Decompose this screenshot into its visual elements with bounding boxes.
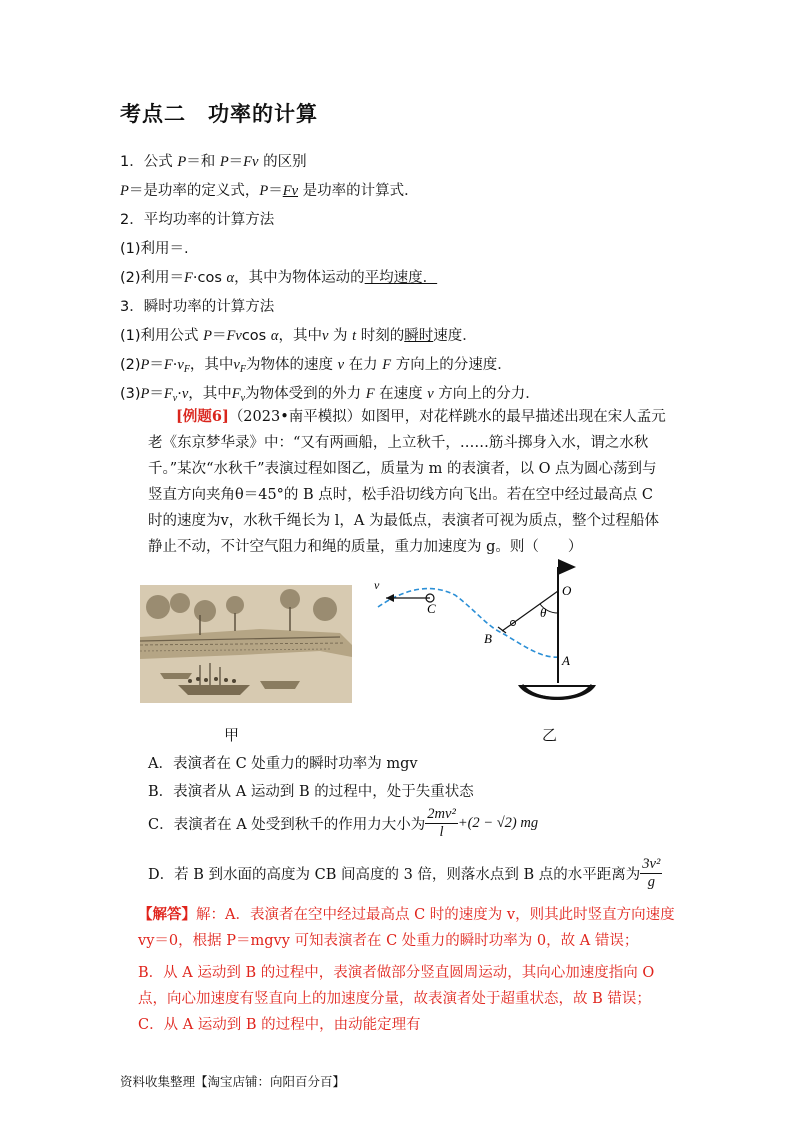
swing-diagram-svg [370, 555, 610, 730]
answer-part-a: 【解答】解：A．表演者在空中经过最高点 C 时的速度为 v，则其此时竖直方向速度 vy＝0，根据 P＝mgvy 可知表演者在 C 处重力的瞬时功率为 0，故 A 错误； [138, 906, 675, 949]
rope [502, 591, 558, 631]
answer-part-c: C．从 A 运动到 B 的过程中，由动能定理有 [138, 1017, 421, 1033]
option-c-fraction: $\frac{\text{2mv²}}{l}$ [427, 806, 456, 840]
label-yi: 乙 [542, 726, 558, 744]
section1-text: P＝是功率的定义式，P＝Fv 是功率的计算式． [120, 183, 419, 199]
section3-heading: 3．瞬时功率的计算方法 [120, 299, 275, 315]
example-question: [例题6]（2023•南平模拟）如图甲，对花样跳水的最早描述出现在宋人孟元老《东京梦华录》中：“又有两画船，上立秋千，……筋斗掷身入水，谓之水秋千。”某次“水秋千”表演过程如图乙，质量为 m 的表演者，以 O 点为圆心荡到与竖直方向夹角θ＝45°的 B 点时，松手沿切线方向飞出。若在空中经过最高点 C 时的速度为v，水秋千绳长为 l，A 为最低点，表演者可视为质点，整个过程船体静止不动，不计空气阻力和绳的质量，重力加速度为 g。则（ ） [148, 408, 666, 555]
option-b: B．表演者从 A 运动到 B 的过程中，处于失重状态 [148, 784, 474, 800]
option-c: C．表演者在 A 处受到秋千的作用力大小为 $\frac{\text{2mv²}}{l}$ +(2 − √2) mg [148, 806, 539, 840]
painting-image [140, 585, 352, 703]
label-b: B [484, 631, 492, 646]
section2-heading: 2．平均功率的计算方法 [120, 212, 275, 228]
section3-item1: (1)利用公式 P＝Fvcos α，其中v 为 t 时刻的瞬时速度． [120, 328, 477, 344]
option-a: A．表演者在 C 处重力的瞬时功率为 mgv [148, 756, 418, 772]
label-o: O [562, 583, 572, 598]
answer-part-b: B．从 A 运动到 B 的过程中，表演者做部分竖直圆周运动，其向心加速度指向 O 点，向心加速度有竖直向上的加速度分量，故表演者处于超重状态，故 B 错误； [138, 965, 655, 1007]
example-tag: [例题6] [176, 408, 229, 425]
section1-heading: 1．公式 P＝和 P＝Fv 的区别 [120, 154, 307, 170]
swing-diagram [370, 555, 610, 730]
option-d: D．若 B 到水面的高度为 CB 间高度的 3 倍，则落水点到 B 点的水平距离为 $\frac{\text{3v²}}{g}$ [148, 856, 661, 890]
option-d-fraction: $\frac{\text{3v²}}{g}$ [642, 856, 661, 890]
label-jia: 甲 [224, 726, 240, 744]
section3-item3: $(3)P=F_v\cdot v$，其中$F_v$为物体受到的外力 F 在速度 v 方向上的分力． [120, 386, 540, 404]
trajectory-path [378, 589, 560, 658]
label-theta: θ [540, 605, 547, 620]
flag-icon [558, 559, 576, 575]
page-footer: 资料收集整理【淘宝店铺：向阳百分百】 [120, 1074, 346, 1089]
page-title: 考点二 功率的计算 [120, 102, 318, 126]
section2-item2: (2)利用＝F·cos α，其中为物体运动的平均速度． [120, 270, 438, 286]
section3-item2: $(2)P=F\cdot v_F$，其中$v_F$为物体的速度 v 在力 F 方向上的分速度． [120, 357, 512, 375]
label-a: A [562, 653, 570, 668]
answer-tag: 【解答】 [138, 906, 196, 923]
label-c: C [427, 601, 436, 616]
section2-item1: (1)利用＝. [120, 241, 189, 257]
label-v: v [374, 578, 380, 592]
painting-figure [140, 585, 352, 703]
